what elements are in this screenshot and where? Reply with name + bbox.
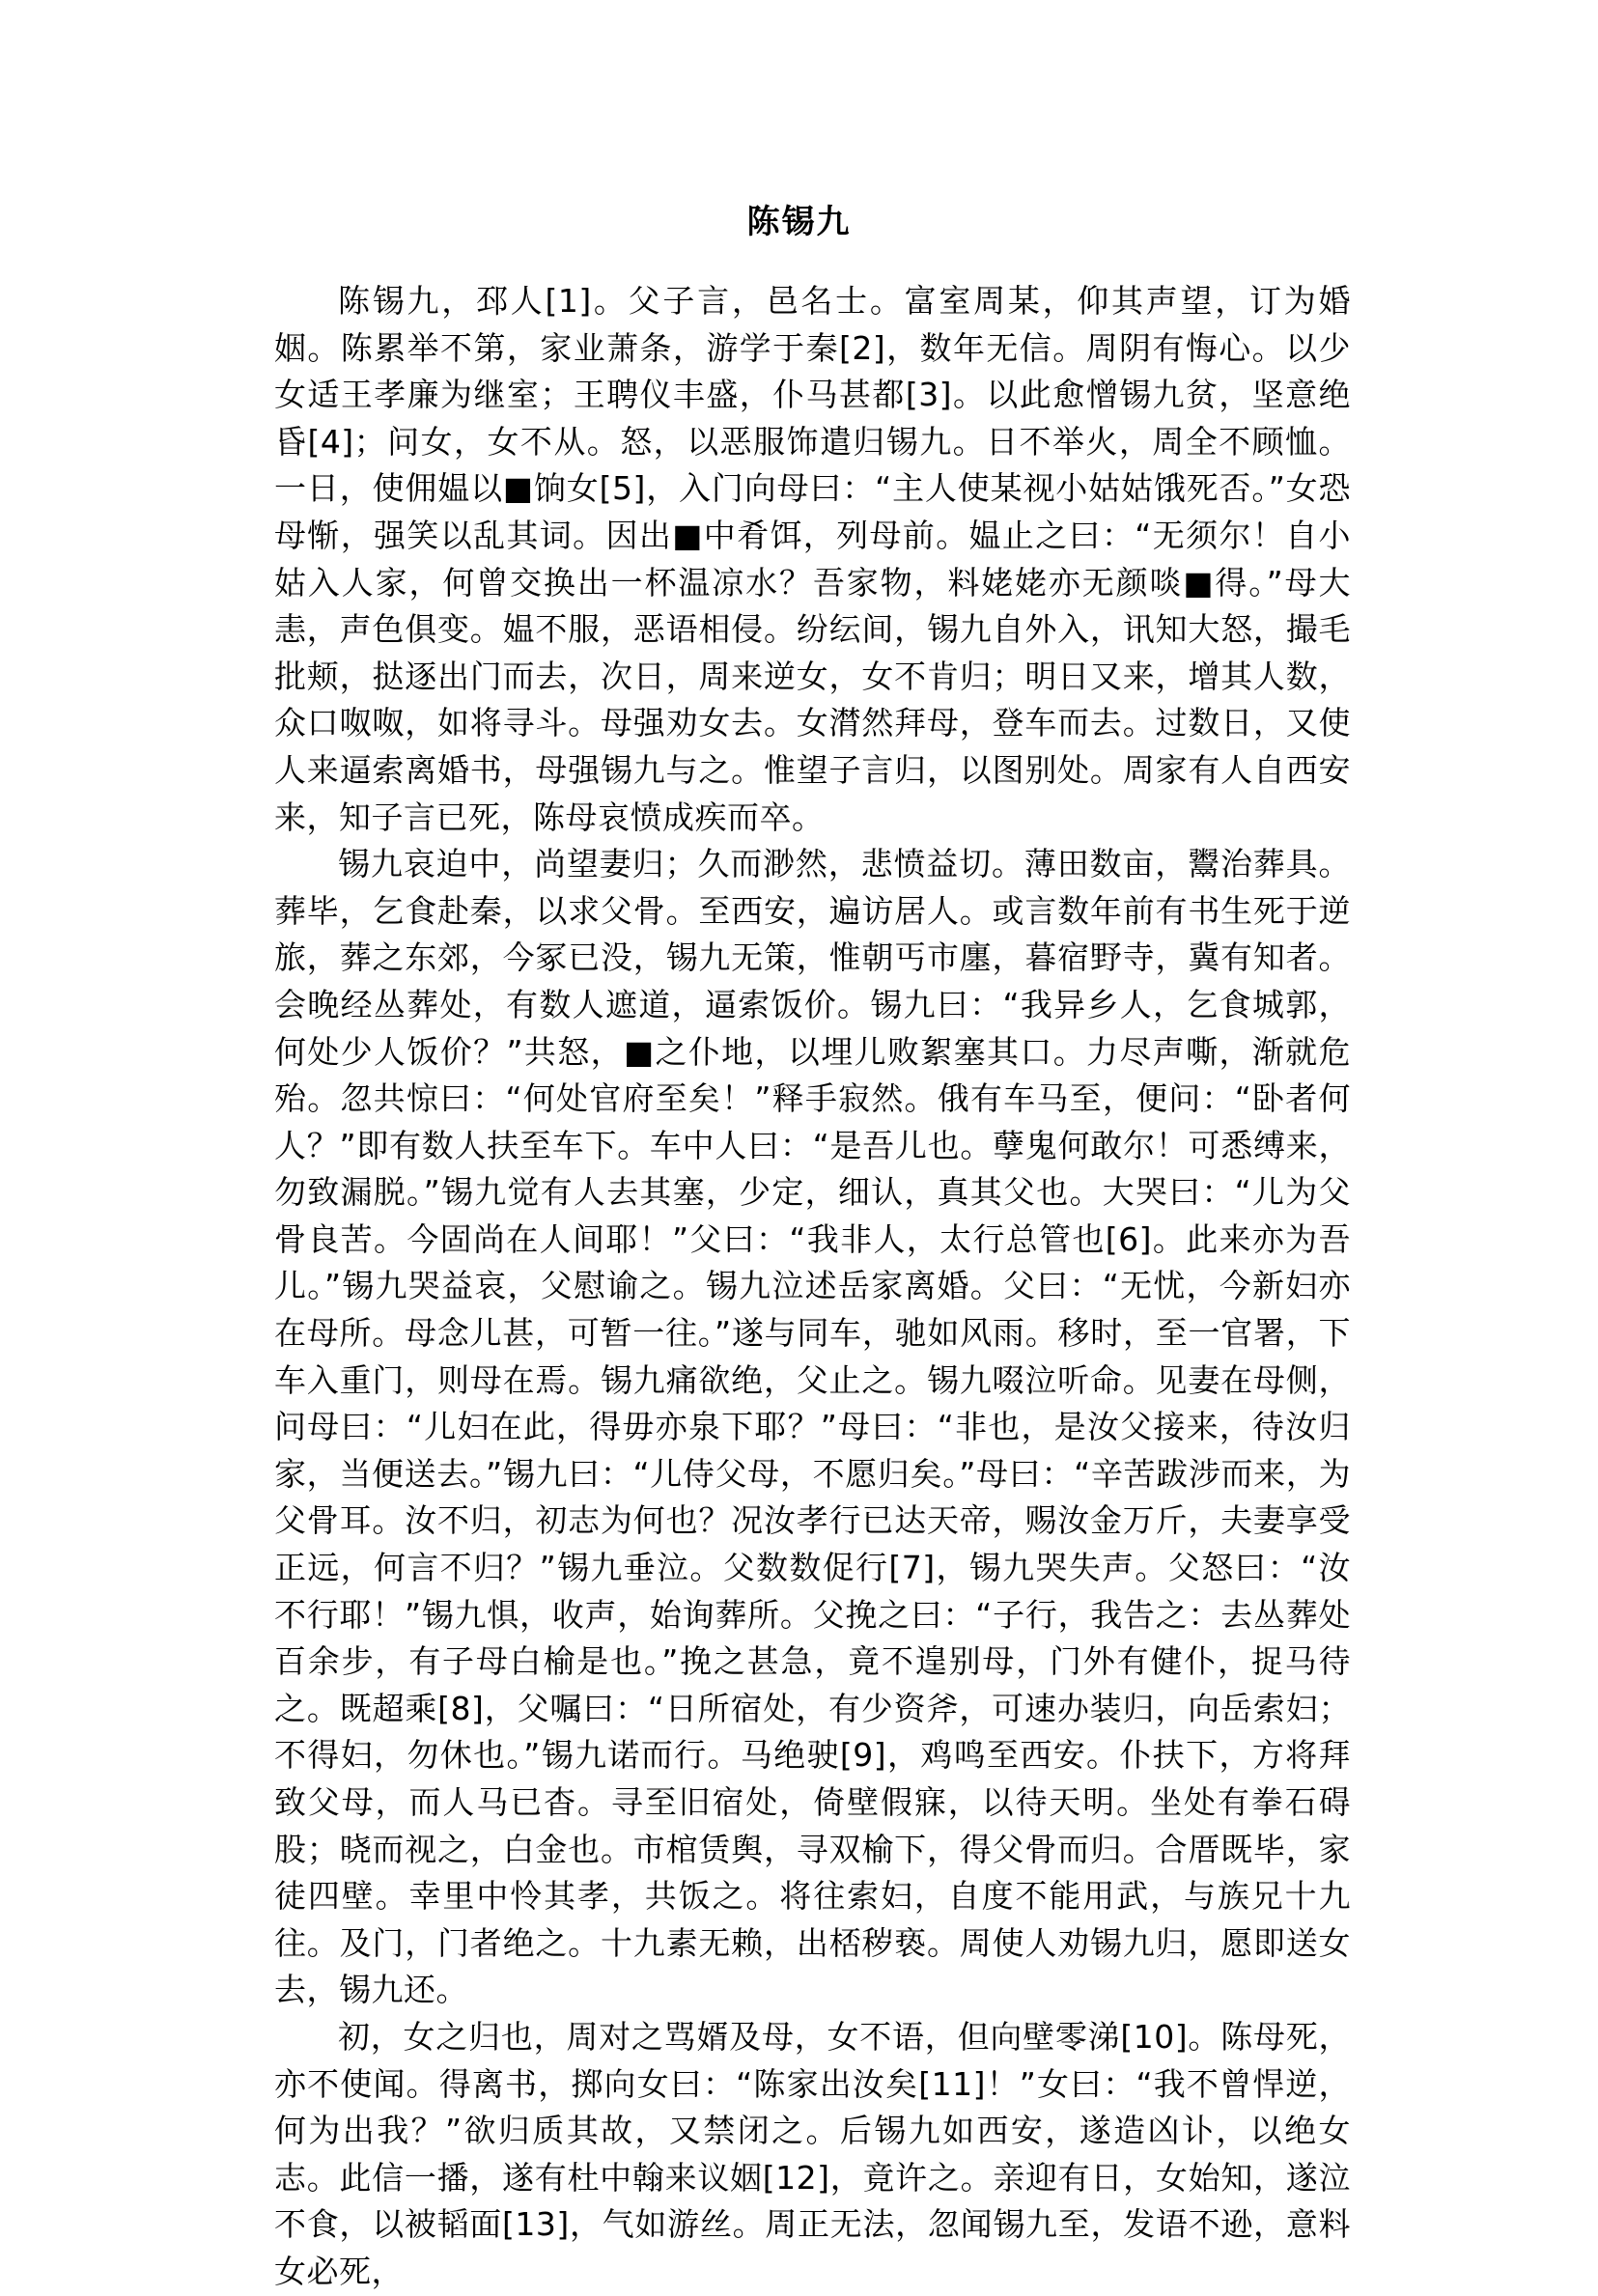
paragraph: 锡九哀迫中，尚望妻归；久而渺然，悲愤益切。薄田数亩，鬻治葬具。葬毕，乞食赴秦，以求父骨。至西安，遍访居人。或言数年前有书生死于逆旅，葬之东郊，今冢已没，锡九无策，惟朝丐市廛，暮宿野寺，冀有知者。会晚经丛葬处，有数人遮道，逼索饭价。锡九曰：“我异乡人，乞食城郭，何处少人饭价？”共怒，■之仆地，以埋儿败絮塞其口。力尽声嘶，渐就危殆。忽共惊曰：“何处官府至矣！”释手寂然。俄有车马至，便问：“卧者何人？”即有数人扶至车下。车中人曰：“是吾儿也。孽鬼何敢尔！可悉缚来，勿致漏脱。”锡九觉有人去其塞，少定，细认，真其父也。大哭曰：“儿为父骨良苦。今固尚在人间耶！”父曰：“我非人，太行总管也[6]。此来亦为吾儿。”锡九哭益哀，父慰谕之。锡九泣述岳家离婚。父曰：“无忧，今新妇亦在母所。母念儿甚，可暂一往。”遂与同车，驰如风雨。移时，至一官署，下车入重门，则母在焉。锡九痛欲绝，父止之。锡九啜泣听命。见妻在母侧，问母曰：“儿妇在此，得毋亦泉下耶？”母曰：“非也，是汝父接来，待汝归家，当便送去。”锡九曰：“儿侍父母，不愿归矣。”母曰：“辛苦跋涉而来，为父骨耳。汝不归，初志为何也？况汝孝行已达天帝，赐汝金万斤，夫妻享受正远，何言不归？”锡九垂泣。父数数促行[7]，锡九哭失声。父怒曰：“汝不行耶！”锡九惧，收声，始询葬所。父挽之曰：“子行，我告之：去丛葬处百余步，有子母白榆是也。”挽之甚急，竟不遑别母，门外有健仆，捉马待之。既超乘[8]，父嘱曰：“日所宿处，有少资斧，可速办装归，向岳索妇；不得妇，勿休也。”锡九诺而行。马绝驶[9]，鸡鸣至西安。仆扶下，方将拜致父母，而人马已杳。寻至旧宿处，倚壁假寐，以待天明。坐处有拳石碍股；晓而视之，白金也。市棺赁舆，寻双榆下，得父骨而归。合厝既毕，家徒四壁。幸里中怜其孝，共饭之。将往索妇，自度不能用武，与族兄十九往。及门，门者绝之。十九素无赖，出桮秽亵。周使人劝锡九归，愿即送女去，锡九还。 <box>274 845 1351 2009</box>
page-title: 陈锡九 <box>746 203 852 241</box>
paragraph: 陈锡九，邳人[1]。父子言，邑名士。富室周某，仰其声望，订为婚姻。陈累举不第，家业萧条，游学于秦[2]，数年无信。周阴有悔心。以少女适王孝廉为继室；王聘仪丰盛，仆马甚都[3]。以此愈憎锡九贫，坚意绝昏[4]；问女，女不从。怒，以恶服饰遣归锡九。日不举火，周全不顾恤。一日，使佣媪以■饷女[5]，入门向母曰：“主人使某视小姑姑饿死否。”女恐母惭，强笑以乱其词。因出■中肴饵，列母前。媪止之曰：“无须尔！自小姑入人家，何曾交换出一杯温凉水？吾家物，料姥姥亦无颜啖■得。”母大恚，声色俱变。媪不服，恶语相侵。纷纭间，锡九自外入，讯知大怒，撮毛批颊，挞逐出门而去，次日，周来逆女，女不肯归；明日又来，增其人数，众口呶呶，如将寻斗。母强劝女去。女潸然拜母，登车而去。过数日，又使人来逼索离婚书，母强锡九与之。惟望子言归，以图别处。周家有人自西安来，知子言已死，陈母哀愤成疾而卒。 <box>274 282 1351 836</box>
document-body <box>274 278 1351 2296</box>
paragraph: 初，女之归也，周对之骂婿及母，女不语，但向壁零涕[10]。陈母死，亦不使闻。得离书，掷向女曰：“陈家出汝矣[11]！”女曰：“我不曾悍逆，何为出我？”欲归质其故，又禁闭之。后锡九如西安，遂造凶讣，以绝女志。此信一播，遂有杜中翰来议姻[12]，竟许之。亲迎有日，女始知，遂泣不食，以被韬面[13]，气如游丝。周正无法，忽闻锡九至，发语不逊，意料女必死， <box>274 2017 1351 2290</box>
